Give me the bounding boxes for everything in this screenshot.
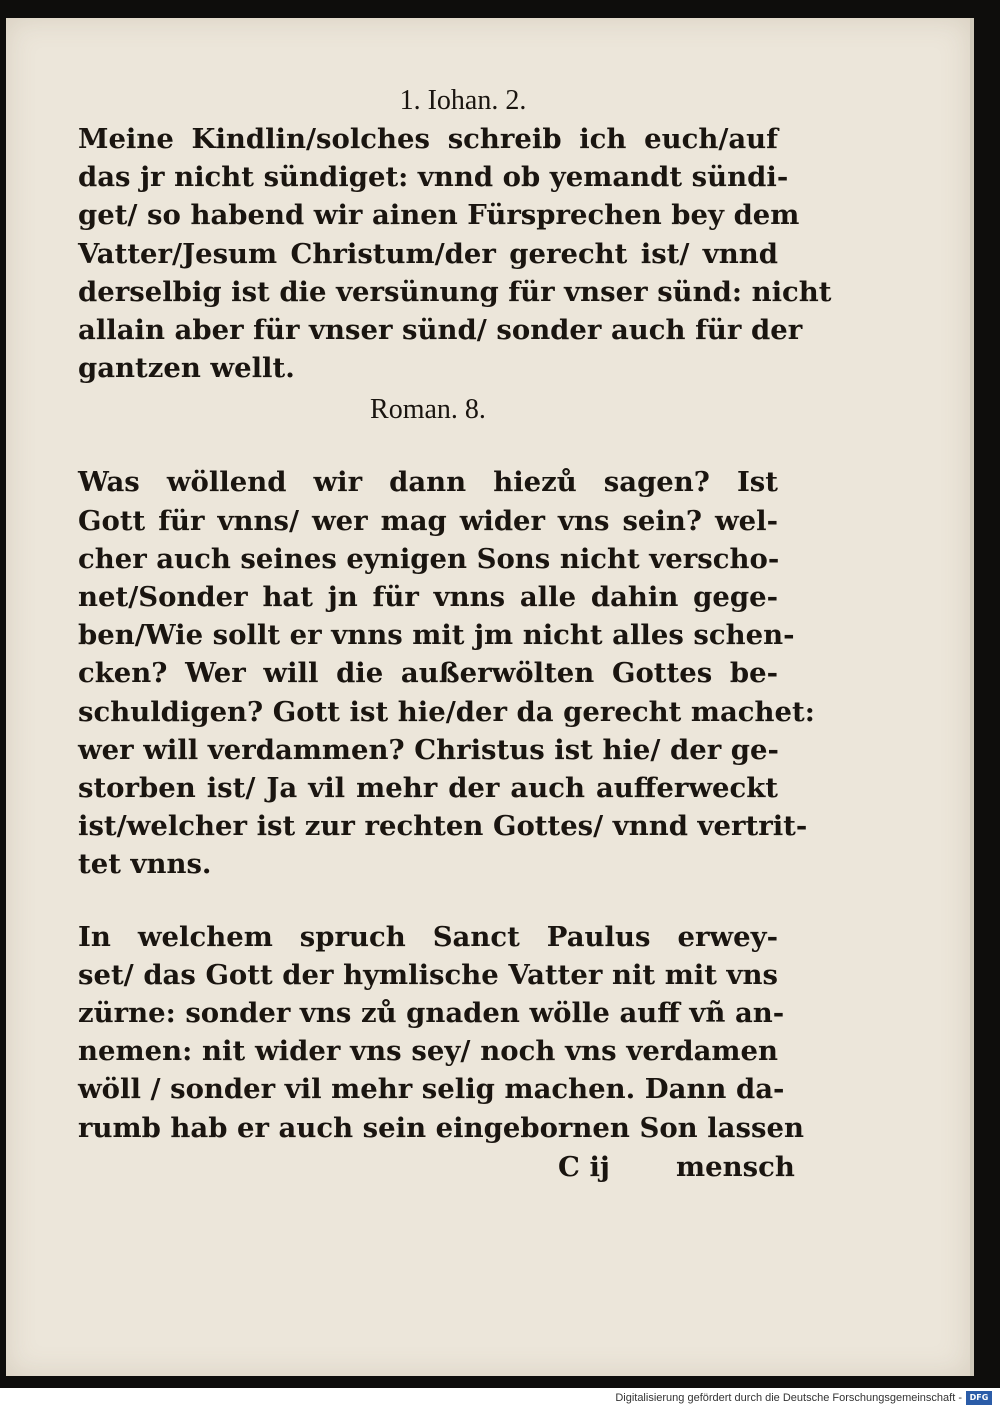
text-line: Was wöllend wir dann hiezů sagen? Ist bbox=[78, 466, 778, 499]
text-line: ben/Wie sollt er vnns mit jm nicht alles schen- bbox=[78, 619, 795, 652]
text-line: zürne: sonder vns zů gnaden wölle auff vñ an- bbox=[78, 997, 785, 1030]
dfg-logo-icon: DFG bbox=[966, 1391, 992, 1405]
page-footer-marks bbox=[78, 1147, 795, 1187]
text-line: Gott für vnns/ wer mag wider vns sein? wel- bbox=[78, 504, 778, 537]
credit-bar bbox=[0, 1388, 1000, 1410]
text-line: Vatter/Jesum Christum/der gerecht ist/ vnnd bbox=[78, 237, 778, 270]
text-line: In welchem spruch Sanct Paulus erwey- bbox=[78, 920, 778, 953]
text-line: derselbig ist die versünung für vnser sünd: nicht bbox=[78, 275, 832, 308]
text-line: gantzen wellt. bbox=[78, 352, 295, 385]
text-line: nemen: nit wider vns sey/ noch vns verdamen bbox=[78, 1035, 778, 1068]
text-line: rumb hab er auch sein eingebornen Son lassen bbox=[78, 1111, 804, 1144]
heading-john: 1. Iohan. 2. bbox=[399, 85, 527, 116]
text-line: ist/welcher ist zur rechten Gottes/ vnnd vertrit- bbox=[78, 810, 808, 843]
text-line: cken? Wer will die außerwölten Gottes be- bbox=[78, 657, 778, 690]
paragraph-2 bbox=[78, 463, 815, 883]
text-line: allain aber für vnser sünd/ sonder auch für der bbox=[78, 314, 803, 347]
paragraph-1 bbox=[78, 120, 832, 387]
signature-mark: C ij bbox=[558, 1150, 610, 1183]
text-line: wer will verdammen? Christus ist hie/ der ge- bbox=[78, 733, 779, 766]
text-line: net/Sonder hat jn für vnns alle dahin gege- bbox=[78, 581, 778, 614]
text-line: set/ das Gott der hymlische Vatter nit mit vns bbox=[78, 958, 778, 991]
text-line: storben ist/ Ja vil mehr der auch aufferweckt bbox=[78, 772, 778, 805]
text-line: Meine Kindlin/solches schreib ich euch/auf bbox=[78, 123, 778, 155]
paragraph-3 bbox=[78, 918, 804, 1147]
heading-romans: Roman. 8. bbox=[370, 394, 486, 426]
text-line: tet vnns. bbox=[78, 848, 212, 881]
text-line: get/ so habend wir ainen Fürsprechen bey dem bbox=[78, 199, 800, 232]
page-edge bbox=[970, 18, 974, 1376]
page-text bbox=[78, 82, 832, 1187]
text-line: wöll / sonder vil mehr selig machen. Dann da- bbox=[78, 1073, 785, 1106]
dfg-credit: Digitalisierung gefördert durch die Deutsche Forschungsgemeinschaft - bbox=[615, 1392, 962, 1404]
text-line: das jr nicht sündiget: vnnd ob yemandt sündi- bbox=[78, 161, 789, 194]
catchword: mensch bbox=[676, 1150, 795, 1183]
text-line: cher auch seines eynigen Sons nicht verscho- bbox=[78, 542, 780, 575]
text-line: schuldigen? Gott ist hie/der da gerecht machet: bbox=[78, 695, 815, 728]
